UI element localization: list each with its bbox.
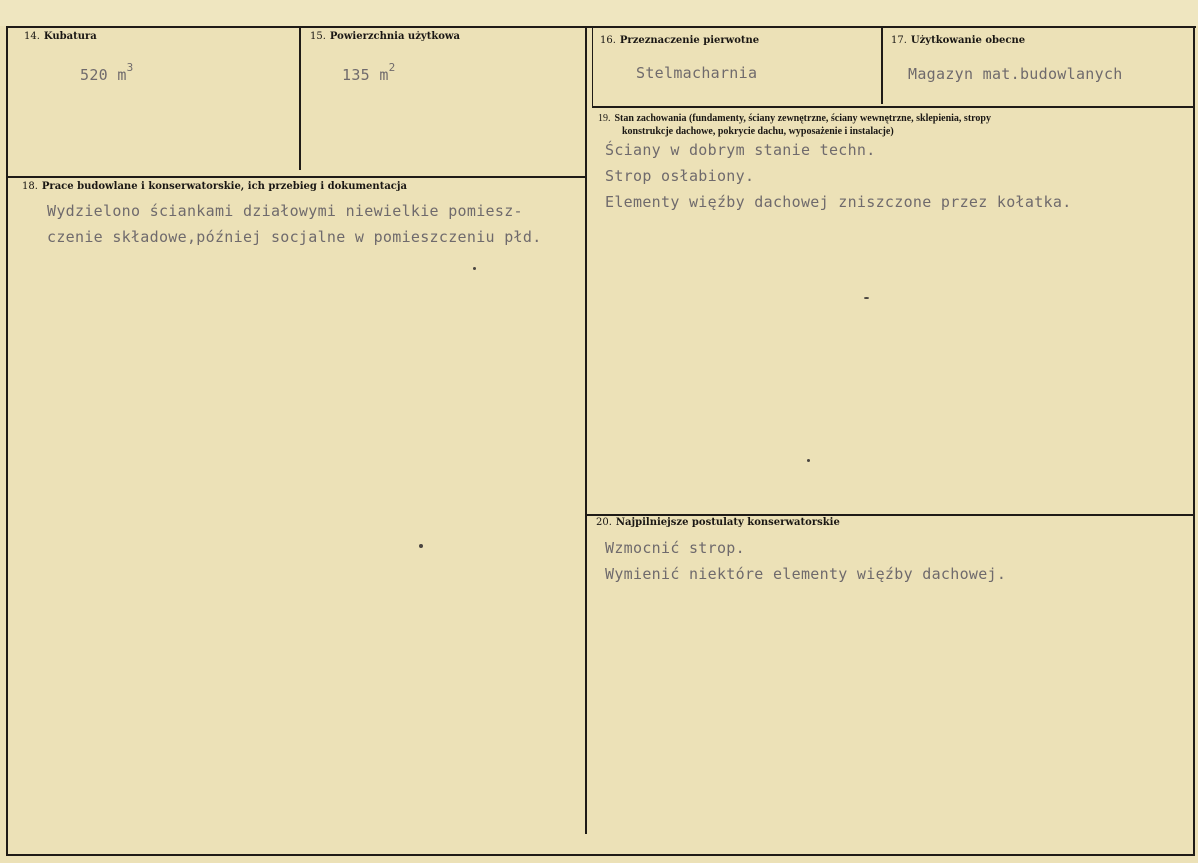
field-19-label: [598, 112, 1188, 138]
field-14-value-text: 520 m: [80, 66, 127, 84]
field-20-label: [596, 517, 840, 528]
field-14-superscript: 3: [126, 61, 134, 74]
field-17-value: Magazyn mat.budowlanych: [908, 65, 1123, 83]
field-19-label-line2: konstrukcje dachowe, pokrycie dachu, wyposażenie i instalacje): [622, 126, 894, 137]
field-18-line-1: Wydzielono ściankami działowymi niewielkie pomiesz-: [47, 202, 523, 220]
field-18-number: 18.: [22, 181, 38, 192]
field-20-line-1: Wzmocnić strop.: [605, 539, 745, 557]
field-20-title: Najpilniejsze postulaty konserwatorskie: [615, 517, 840, 528]
rule-h-under-14-15: [8, 176, 586, 178]
field-15-number: 15.: [310, 31, 326, 42]
field-19-line-3: Elementy więźby dachowej zniszczone przez kołatka.: [605, 193, 1072, 211]
rule-left: [6, 26, 8, 856]
field-14-value: [80, 61, 134, 84]
field-16-value: Stelmacharnia: [636, 64, 758, 82]
card-top-strip: [0, 0, 1198, 26]
field-18-title: Prace budowlane i konserwatorskie, ich przebieg i dokumentacja: [41, 181, 407, 192]
field-17-title: Użytkowanie obecne: [910, 35, 1026, 46]
field-14-label: [24, 31, 97, 42]
field-20-number: 20.: [596, 517, 612, 528]
rule-h-above-20: [587, 514, 1194, 516]
field-17-number: 17.: [891, 35, 907, 46]
field-17-label: [891, 35, 1025, 46]
field-15-value: [342, 61, 396, 84]
paper-speck: [807, 459, 810, 462]
paper-speck: [419, 544, 423, 548]
field-19-line-1: Ściany w dobrym stanie techn.: [605, 141, 876, 159]
field-15-title: Powierzchnia użytkowa: [329, 31, 460, 42]
field-19-title-1: Stan zachowania (fundamenty, ściany zewnętrzne, ściany wewnętrzne, sklepienia, stropy: [614, 113, 991, 124]
rule-v-center: [585, 28, 587, 834]
field-20-line-2: Wymienić niektóre elementy więźby dachowej.: [605, 565, 1007, 583]
paper-speck: [473, 267, 476, 270]
field-15-value-text: 135 m: [342, 66, 389, 84]
field-19-line-2: Strop osłabiony.: [605, 167, 755, 185]
field-18-line-2: czenie składowe,później socjalne w pomieszczeniu płd.: [47, 228, 542, 246]
field-19-label-line1: [598, 112, 1188, 125]
field-18-label: [22, 181, 407, 192]
rule-right: [1193, 26, 1195, 856]
rule-v-14-15: [299, 28, 301, 170]
rule-h-under-16-17: [592, 106, 1194, 108]
field-16-title: Przeznaczenie pierwotne: [619, 35, 760, 46]
rule-top: [6, 26, 1196, 28]
field-16-label: [600, 35, 759, 46]
paper-speck: [864, 297, 869, 299]
field-14-number: 14.: [24, 31, 40, 42]
field-15-label: [310, 31, 460, 42]
rule-v-right-gap: [592, 28, 593, 106]
rule-v-16-17: [881, 28, 883, 104]
field-14-title: Kubatura: [43, 31, 97, 42]
field-15-superscript: 2: [388, 61, 396, 74]
rule-bottom: [6, 854, 1195, 856]
field-16-number: 16.: [600, 35, 616, 46]
field-19-number: 19.: [598, 113, 611, 124]
